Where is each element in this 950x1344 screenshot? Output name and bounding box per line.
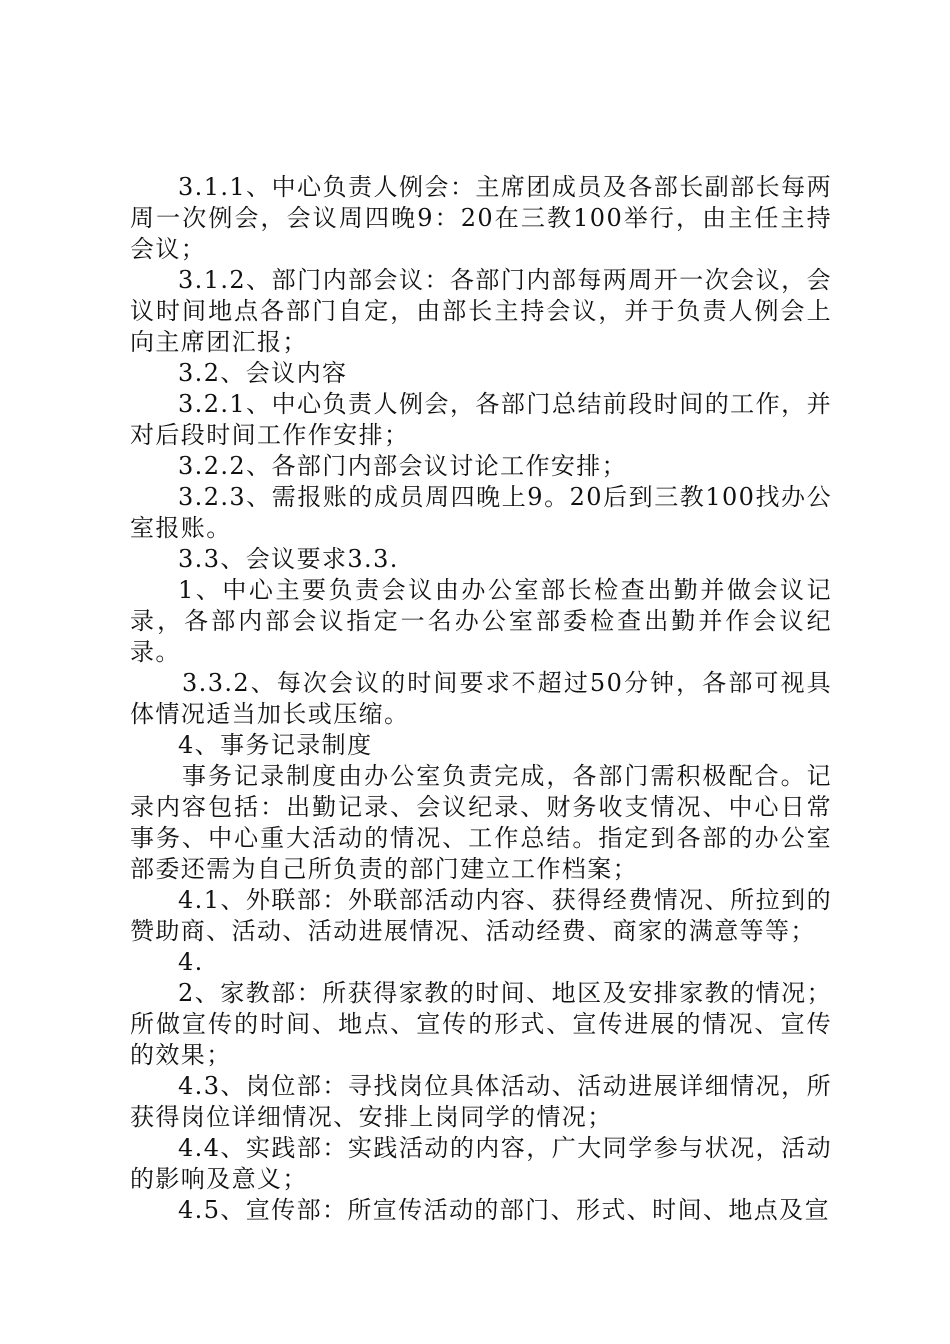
paragraph-4-5: 4.5、宣传部：所宣传活动的部门、形式、时间、地点及宣 — [178, 1196, 830, 1224]
paragraph-4-2: 2、家教部：所获得家教的时间、地区及安排家教的情况；所做宣传的时间、地点、宣传的形式、宣传进展的情况、宣传的效果； — [130, 979, 832, 1069]
paragraph-4-4: 4.4、实践部：实践活动的内容，广大同学参与状况，活动的影响及意义； — [130, 1134, 832, 1193]
paragraph-4-fragment: 4. — [178, 948, 204, 976]
paragraph-3-2-2: 3.2.2、各部门内部会议讨论工作安排； — [178, 452, 628, 480]
document-body — [130, 172, 832, 1226]
paragraph-3-1-2: 3.1.2、部门内部会议：各部门内部每两周开一次会议，会议时间地点各部门自定，由部长主持会议，并于负责人例会上向主席团汇报； — [130, 266, 832, 356]
paragraph-4-1: 4.1、外联部：外联部活动内容、获得经费情况、所拉到的赞助商、活动、活动进展情况、活动经费、商家的满意等等； — [130, 886, 832, 945]
heading-3-3: 3.3、会议要求3.3. — [178, 545, 399, 573]
paragraph-3-1-1: 3.1.1、中心负责人例会：主席团成员及各部长副部长每两周一次例会，会议周四晚9：20在三教100举行，由主任主持会议； — [130, 173, 832, 263]
paragraph-3-3-1: 1、中心主要负责会议由办公室部长检查出勤并做会议记录，各部内部会议指定一名办公室部委检查出勤并作会议纪录。 — [130, 576, 832, 666]
paragraph-4-3: 4.3、岗位部：寻找岗位具体活动、活动进展详细情况，所获得岗位详细情况、安排上岗同学的情况； — [130, 1072, 832, 1131]
paragraph-4-intro: 事务记录制度由办公室负责完成，各部门需积极配合。记录内容包括：出勤记录、会议纪录、财务收支情况、中心日常事务、中心重大活动的情况、工作总结。指定到各部的办公室部委还需为自己所负责的部门建立工作档案； — [130, 762, 832, 883]
heading-3-2: 3.2、会议内容 — [178, 359, 348, 387]
heading-4: 4、事务记录制度 — [178, 731, 373, 759]
paragraph-3-2-1: 3.2.1、中心负责人例会，各部门总结前段时间的工作，并对后段时间工作作安排； — [130, 390, 832, 449]
paragraph-3-3-2: 3.3.2、每次会议的时间要求不超过50分钟，各部可视具体情况适当加长或压缩。 — [130, 669, 832, 728]
paragraph-3-2-3: 3.2.3、需报账的成员周四晚上9。20后到三教100找办公室报账。 — [130, 483, 832, 542]
